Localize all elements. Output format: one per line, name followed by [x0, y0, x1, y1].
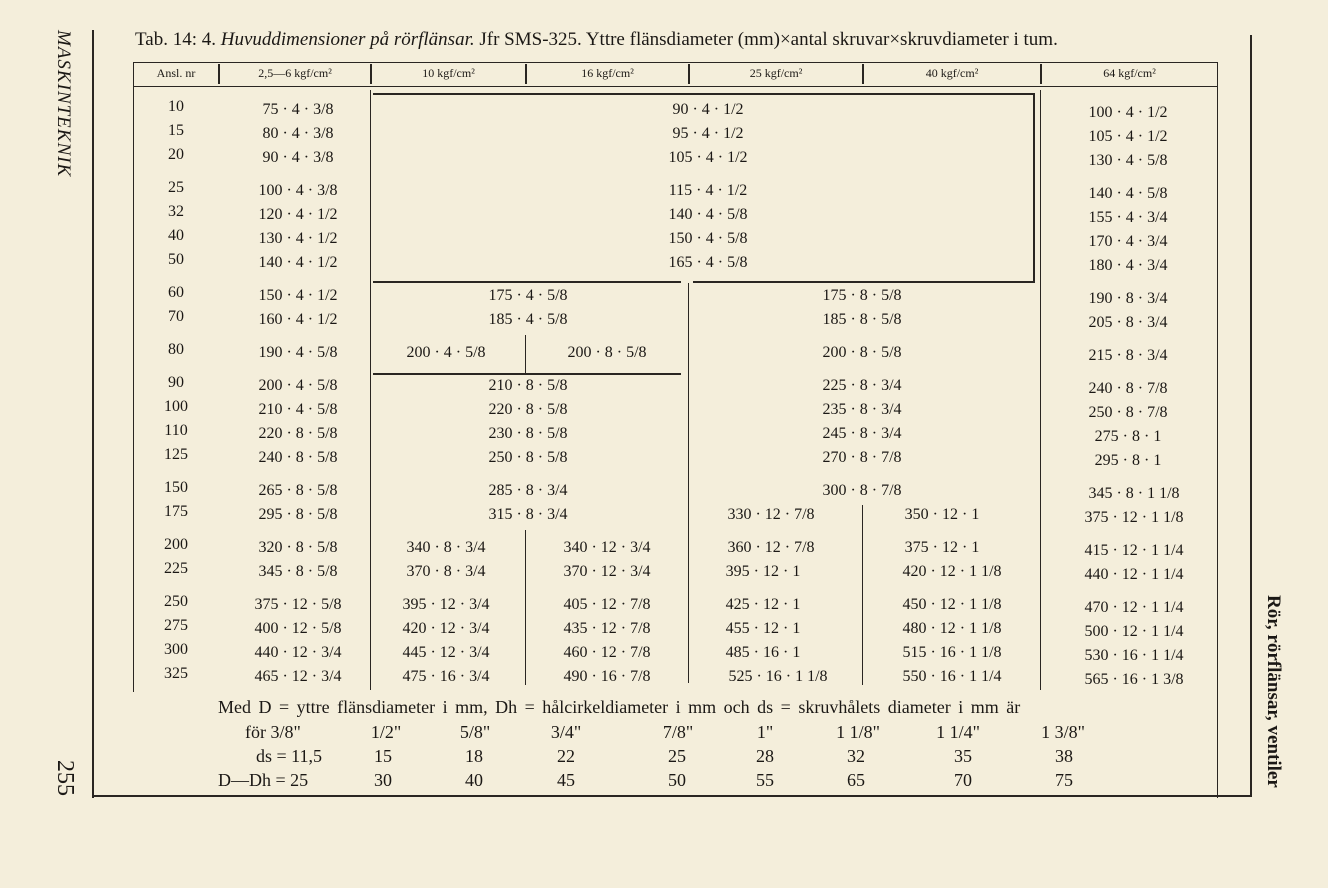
- footnote-dd-value: 55: [756, 770, 774, 790]
- cell-64: 345 · 8 · 1 1/8: [1088, 485, 1180, 502]
- footnote-size: 1 1/8": [836, 722, 880, 742]
- cell-2-5-6: 160 · 4 · 1/2: [258, 311, 338, 328]
- cell-10-16: 315 · 8 · 3/4: [488, 506, 568, 523]
- ansl-cell: 10: [168, 98, 184, 115]
- footnote-size: 1 3/8": [1041, 722, 1085, 742]
- cell-10-40: 95 · 4 · 1/2: [672, 125, 744, 142]
- ansl-cell: 150: [164, 479, 188, 496]
- cell-25: 360 · 12 · 7/8: [727, 539, 815, 556]
- cell-2-5-6: 295 · 8 · 5/8: [258, 506, 338, 523]
- cell-64: 105 · 4 · 1/2: [1088, 128, 1168, 145]
- cell-64: 530 · 16 · 1 1/4: [1084, 647, 1184, 664]
- footnote-dd-value: 70: [954, 770, 972, 790]
- col-rule-10-16-low: [525, 530, 526, 685]
- cell-2-5-6: 240 · 8 · 5/8: [258, 449, 338, 466]
- ansl-cell: 225: [164, 560, 188, 577]
- ansl-cell: 300: [164, 641, 188, 658]
- merge-top-rule: [373, 93, 1033, 95]
- table-caption: [135, 29, 1058, 51]
- side-title: MASKINTEKNIK: [53, 30, 74, 178]
- cell-2-5-6: 80 · 4 · 3/8: [262, 125, 334, 142]
- cell-10-16: 250 · 8 · 5/8: [488, 449, 568, 466]
- cell-25: 455 · 12 · 1: [725, 620, 801, 637]
- merge-bottom-rule-a: [373, 281, 681, 283]
- cell-25: 485 · 16 · 1: [725, 644, 801, 661]
- cell-10-16: 230 · 8 · 5/8: [488, 425, 568, 442]
- cell-2-5-6: 140 · 4 · 1/2: [258, 254, 338, 271]
- col-rule-40-64: [1040, 90, 1041, 690]
- cell-64: 415 · 12 · 1 1/4: [1084, 542, 1184, 559]
- cell-25-40: 300 · 8 · 7/8: [822, 482, 902, 499]
- footnote-dd-value: 50: [668, 770, 686, 790]
- cell-64: 500 · 12 · 1 1/4: [1084, 623, 1184, 640]
- cell-64: 250 · 8 · 7/8: [1088, 404, 1168, 421]
- cell-10: 445 · 12 · 3/4: [402, 644, 490, 661]
- header-16: 16 kgf/cm²: [581, 66, 634, 80]
- footnote-ds-value: 35: [954, 746, 972, 766]
- cell-40: 350 · 12 · 1: [904, 506, 980, 523]
- cell-25-40: 225 · 8 · 3/4: [822, 377, 902, 394]
- header-bottom-rule: [133, 86, 1218, 87]
- cell-10: 475 · 16 · 3/4: [402, 668, 490, 685]
- cell-10: 395 · 12 · 3/4: [402, 596, 490, 613]
- ansl-cell: 20: [168, 146, 184, 163]
- footnote-dd-value: 45: [557, 770, 575, 790]
- row90-rule: [373, 373, 681, 375]
- cell-64: 130 · 4 · 5/8: [1088, 152, 1168, 169]
- cell-10: 420 · 12 · 3/4: [402, 620, 490, 637]
- header-25: 25 kgf/cm²: [749, 66, 803, 80]
- left-border: [92, 30, 94, 798]
- merge-bottom-rule-b: [693, 281, 1035, 283]
- footnote-size: 5/8": [459, 722, 491, 742]
- cell-64: 140 · 4 · 5/8: [1088, 185, 1168, 202]
- cell-64: 215 · 8 · 3/4: [1088, 347, 1168, 364]
- footnote-ds-value: 18: [465, 746, 483, 766]
- cell-64: 440 · 12 · 1 1/4: [1084, 566, 1184, 583]
- ansl-cell: 60: [168, 284, 184, 301]
- header-2-5-6: 2,5—6 kgf/cm²: [258, 66, 332, 80]
- cell-25: 425 · 12 · 1: [725, 596, 801, 613]
- cell-64: 375 · 12 · 1 1/8: [1084, 509, 1184, 526]
- col-rule-2-5: [370, 90, 371, 690]
- cell-64: 180 · 4 · 3/4: [1088, 257, 1168, 274]
- ansl-cell: 80: [168, 341, 184, 358]
- cell-40: 515 · 16 · 1 1/8: [902, 644, 1002, 661]
- cell-2-5-6: 265 · 8 · 5/8: [258, 482, 338, 499]
- table-right-rule: [1217, 62, 1218, 798]
- cell-10-40: 165 · 4 · 5/8: [668, 254, 748, 271]
- cell-10-16: 220 · 8 · 5/8: [488, 401, 568, 418]
- col-rule-16-25: [688, 283, 689, 683]
- cell-2-5-6: 130 · 4 · 1/2: [258, 230, 338, 247]
- footnote-dd-value: 65: [847, 770, 865, 790]
- cell-40: 420 · 12 · 1 1/8: [902, 563, 1002, 580]
- cell-2-5-6: 345 · 8 · 5/8: [258, 563, 338, 580]
- header-top-rule: [133, 62, 1218, 63]
- cell-2-5-6: 150 · 4 · 1/2: [258, 287, 338, 304]
- cell-64: 155 · 4 · 3/4: [1088, 209, 1168, 226]
- footnote-ds-value: 15: [374, 746, 392, 766]
- footnote-dd-value: 30: [374, 770, 392, 790]
- ansl-cell: 90: [168, 374, 184, 391]
- ansl-cell: 15: [168, 122, 184, 139]
- cell-25-40: 185 · 8 · 5/8: [822, 311, 902, 328]
- bottom-border: [92, 795, 1252, 797]
- header-ansl: Ansl. nr: [156, 66, 196, 80]
- footnote-for-label: för 3/8": [245, 722, 301, 742]
- cell-10-40: 140 · 4 · 5/8: [668, 206, 748, 223]
- merge-right-rule: [1033, 93, 1035, 283]
- cell-2-5-6: 200 · 4 · 5/8: [258, 377, 338, 394]
- cell-25-40: 175 · 8 · 5/8: [822, 287, 902, 304]
- cell-64: 565 · 16 · 1 3/8: [1084, 671, 1184, 688]
- ansl-cell: 32: [168, 203, 184, 220]
- cell-25: 395 · 12 · 1: [725, 563, 801, 580]
- footnote-size: 3/4": [550, 722, 582, 742]
- footnote-dd-value: 40: [465, 770, 483, 790]
- cell-16: 340 · 12 · 3/4: [563, 539, 651, 556]
- cell-2-5-6: 465 · 12 · 3/4: [254, 668, 342, 685]
- cell-16: 200 · 8 · 5/8: [567, 344, 647, 361]
- footnote-size: 1": [756, 722, 774, 742]
- cell-10-16: 185 · 4 · 5/8: [488, 311, 568, 328]
- cell-2-5-6: 75 · 4 · 3/8: [262, 101, 334, 118]
- cell-10-16: 210 · 8 · 5/8: [488, 377, 568, 394]
- cell-64: 470 · 12 · 1 1/4: [1084, 599, 1184, 616]
- ansl-cell: 40: [168, 227, 184, 244]
- footnote-dd-label: D—Dh = 25: [218, 770, 309, 790]
- footnote-ds-label: ds = 11,5: [256, 746, 322, 766]
- cell-2-5-6: 375 · 12 · 5/8: [254, 596, 342, 613]
- caption-title: Huvuddimensioner på rörflänsar.: [220, 29, 475, 50]
- caption-rest: Jfr SMS-325. Yttre flänsdiameter (mm)×antal skruvar×skruvdiameter i tum.: [479, 29, 1058, 50]
- cell-16: 490 · 16 · 7/8: [563, 668, 651, 685]
- cell-2-5-6: 210 · 4 · 5/8: [258, 401, 338, 418]
- header-64: 64 kgf/cm²: [1103, 66, 1156, 80]
- footnote-ds-value: 32: [847, 746, 865, 766]
- ansl-cell: 110: [164, 422, 188, 439]
- ansl-cell: 250: [164, 593, 188, 610]
- cell-64: 240 · 8 · 7/8: [1088, 380, 1168, 397]
- caption-label: Tab. 14: 4.: [135, 29, 216, 50]
- footnote-line: Med D = yttre flänsdiameter i mm, Dh = hålcirkeldiameter i mm och ds = skruvhålets diameter i mm är: [218, 697, 1021, 717]
- cell-64: 100 · 4 · 1/2: [1088, 104, 1168, 121]
- ansl-cell: 70: [168, 308, 184, 325]
- footnote-size: 1/2": [370, 722, 402, 742]
- cell-25-40: 235 · 8 · 3/4: [822, 401, 902, 418]
- footnote-size: 7/8": [662, 722, 694, 742]
- cell-40: 450 · 12 · 1 1/8: [902, 596, 1002, 613]
- cell-2-5-6: 220 · 8 · 5/8: [258, 425, 338, 442]
- footnote-size: 1 1/4": [936, 722, 980, 742]
- cell-64: 275 · 8 · 1: [1094, 428, 1162, 445]
- cell-25-40: 270 · 8 · 7/8: [822, 449, 902, 466]
- cell-64: 295 · 8 · 1: [1094, 452, 1162, 469]
- cell-10-40: 105 · 4 · 1/2: [668, 149, 748, 166]
- right-border: [1250, 35, 1252, 795]
- cell-10: 200 · 4 · 5/8: [406, 344, 486, 361]
- ansl-cell: 200: [164, 536, 188, 553]
- col-rule-25-40-low: [862, 505, 863, 685]
- footnote-ds-value: 25: [668, 746, 686, 766]
- footnote-dd-value: 75: [1055, 770, 1073, 790]
- cell-10-16: 175 · 4 · 5/8: [488, 287, 568, 304]
- cell-2-5-6: 440 · 12 · 3/4: [254, 644, 342, 661]
- cell-40: 375 · 12 · 1: [904, 539, 980, 556]
- ansl-cell: 50: [168, 251, 184, 268]
- ansl-cell: 325: [164, 665, 188, 682]
- table-left-rule: [133, 62, 134, 692]
- cell-64: 190 · 8 · 3/4: [1088, 290, 1168, 307]
- ansl-cell: 125: [164, 446, 188, 463]
- cell-25: 330 · 12 · 7/8: [727, 506, 815, 523]
- ansl-cell: 100: [164, 398, 188, 415]
- ansl-cell: 175: [164, 503, 188, 520]
- header-10: 10 kgf/cm²: [422, 66, 475, 80]
- cell-10-16: 285 · 8 · 3/4: [488, 482, 568, 499]
- cell-16: 405 · 12 · 7/8: [563, 596, 651, 613]
- footnote-ds-value: 28: [756, 746, 774, 766]
- ansl-cell: 275: [164, 617, 188, 634]
- footnote-ds-value: 22: [557, 746, 575, 766]
- cell-2-5-6: 100 · 4 · 3/8: [258, 182, 338, 199]
- cell-10: 370 · 8 · 3/4: [406, 563, 486, 580]
- header-40: 40 kgf/cm²: [925, 66, 979, 80]
- cell-10: 340 · 8 · 3/4: [406, 539, 486, 556]
- cell-10-40: 150 · 4 · 5/8: [668, 230, 748, 247]
- cell-64: 205 · 8 · 3/4: [1088, 314, 1168, 331]
- row80-rule: [525, 335, 526, 373]
- footnote-ds-value: 38: [1055, 746, 1073, 766]
- cell-2-5-6: 120 · 4 · 1/2: [258, 206, 338, 223]
- cell-40: 550 · 16 · 1 1/4: [902, 668, 1002, 685]
- cell-10-40: 90 · 4 · 1/2: [672, 101, 744, 118]
- cell-40: 480 · 12 · 1 1/8: [902, 620, 1002, 637]
- cell-16: 435 · 12 · 7/8: [563, 620, 651, 637]
- cell-16: 460 · 12 · 7/8: [563, 644, 651, 661]
- cell-10-40: 115 · 4 · 1/2: [668, 182, 748, 199]
- cell-25-40: 245 · 8 · 3/4: [822, 425, 902, 442]
- cell-25-40: 200 · 8 · 5/8: [822, 344, 902, 361]
- cell-25: 525 · 16 · 1 1/8: [728, 668, 828, 685]
- cell-2-5-6: 320 · 8 · 5/8: [258, 539, 338, 556]
- cell-2-5-6: 400 · 12 · 5/8: [254, 620, 342, 637]
- cell-16: 370 · 12 · 3/4: [563, 563, 651, 580]
- cell-2-5-6: 90 · 4 · 3/8: [262, 149, 334, 166]
- cell-64: 170 · 4 · 3/4: [1088, 233, 1168, 250]
- cell-2-5-6: 190 · 4 · 5/8: [258, 344, 338, 361]
- ansl-cell: 25: [168, 179, 184, 196]
